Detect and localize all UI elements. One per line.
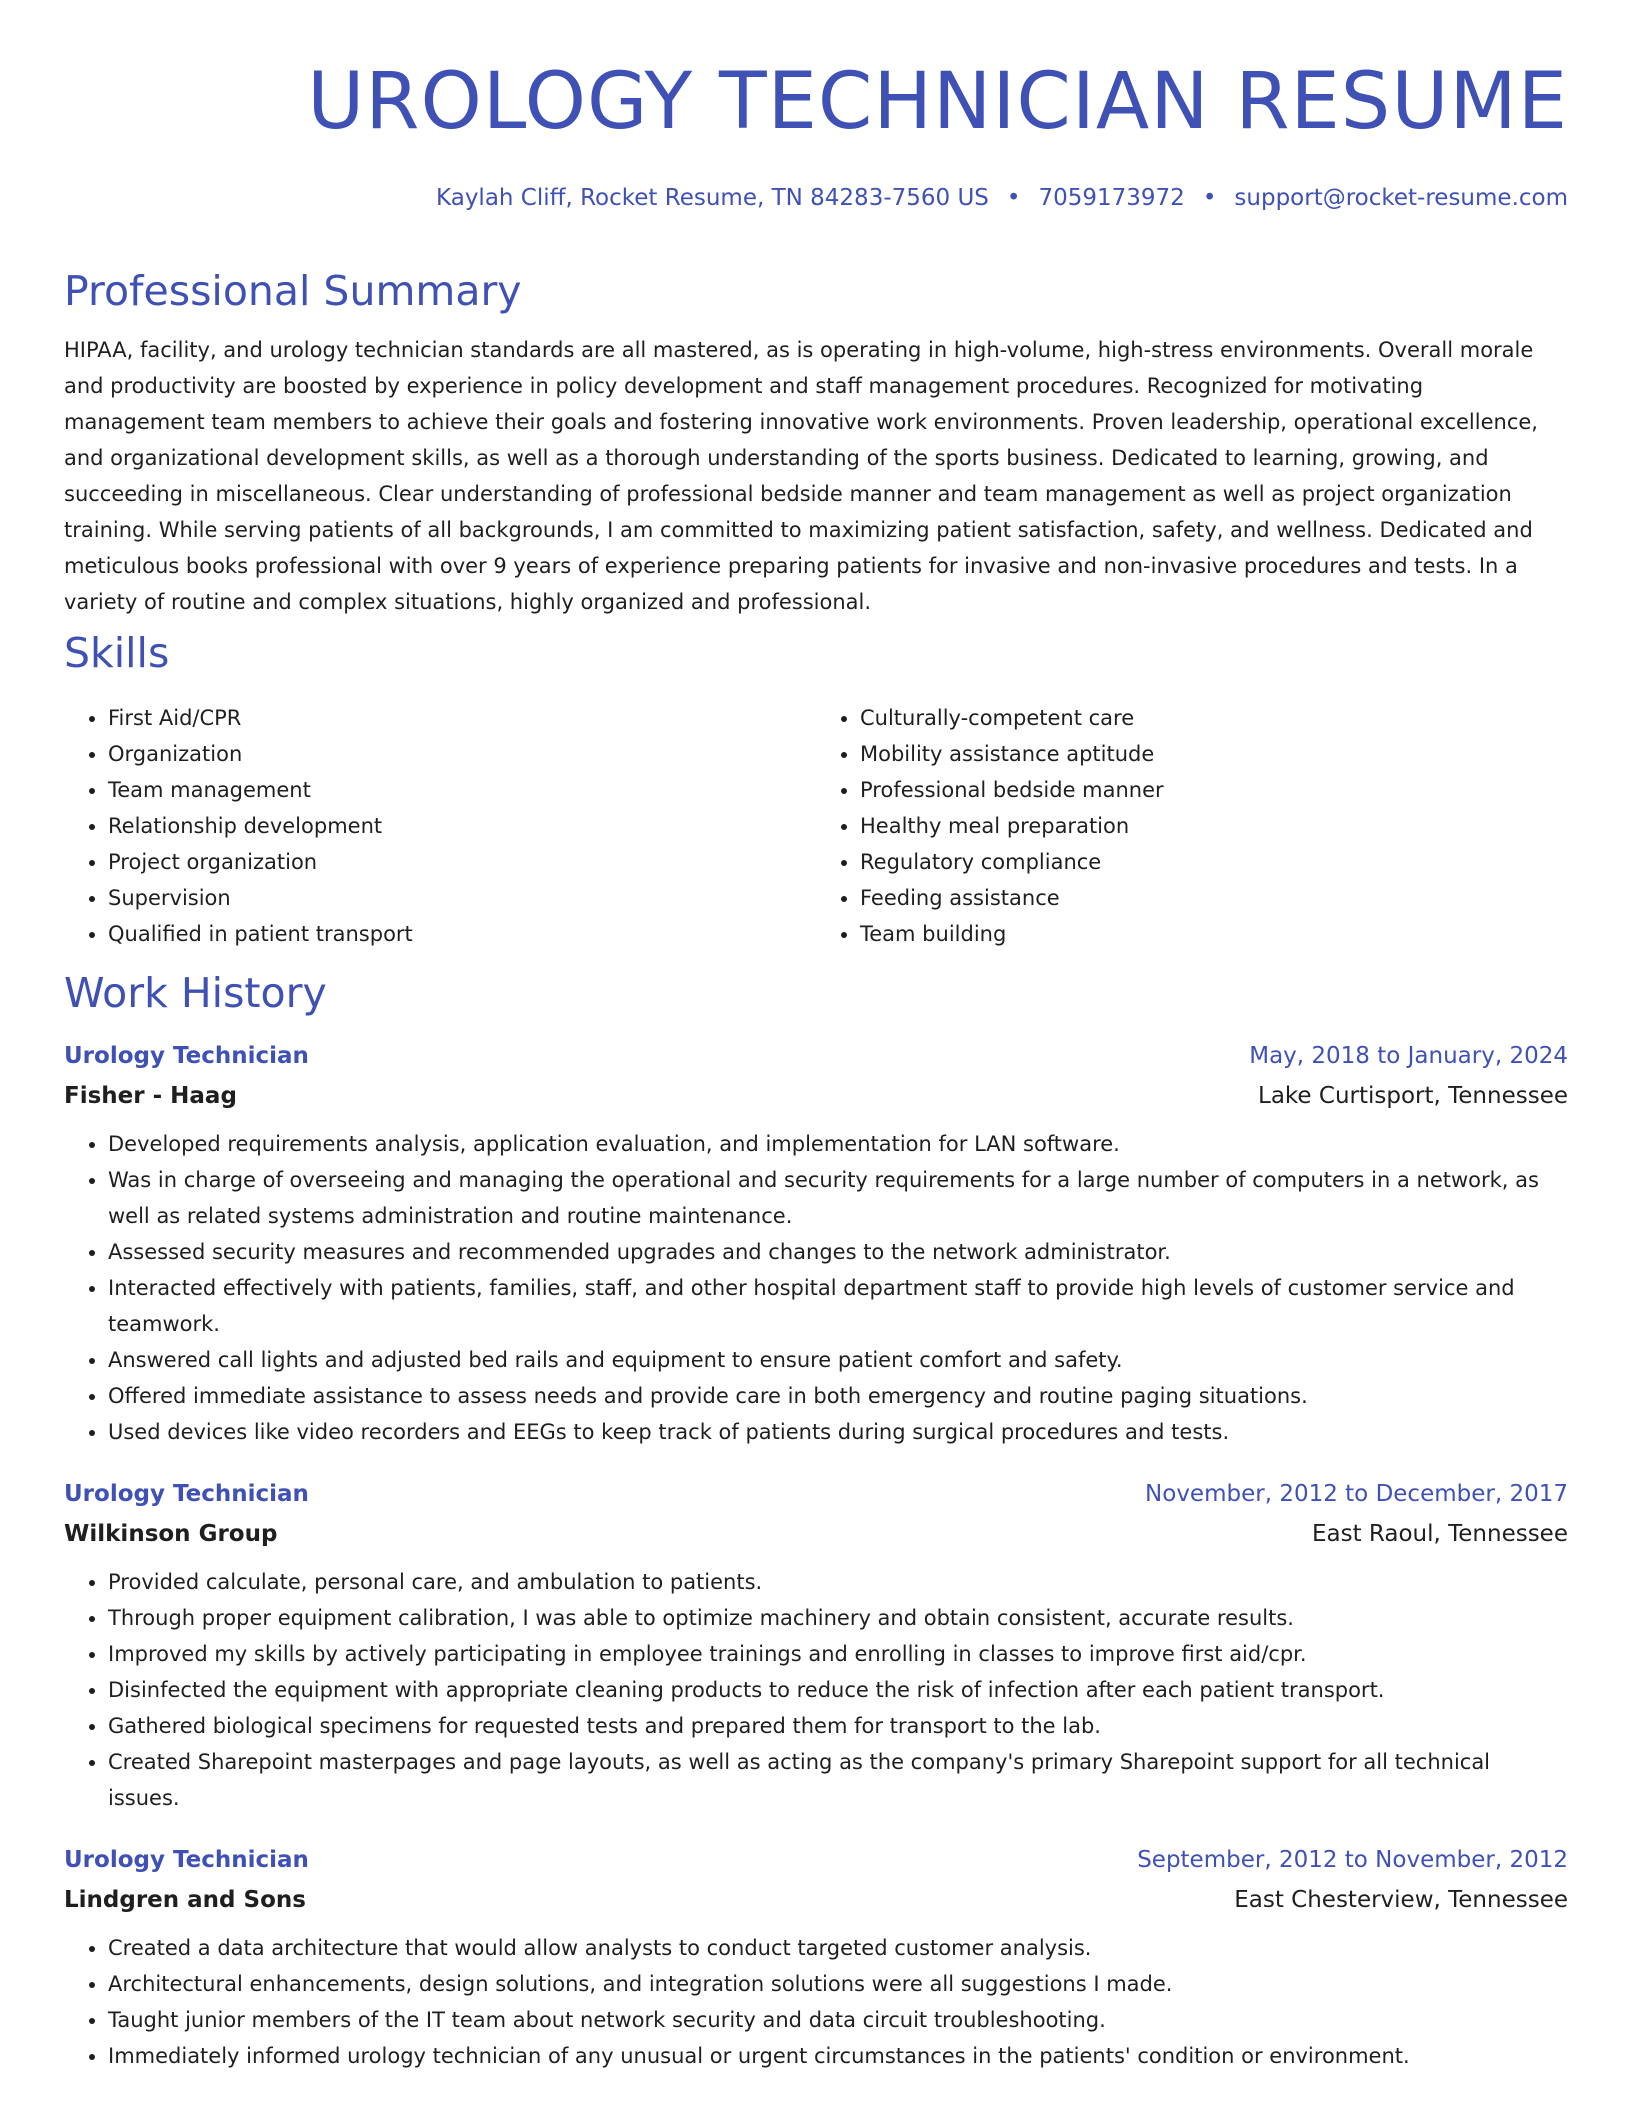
- skill-item: • Regulatory compliance: [860, 844, 1568, 880]
- skill-item: • Mobility assistance aptitude: [860, 736, 1568, 772]
- job-bullet: • Offered immediate assistance to assess needs and provide care in both emergency and routine paging situations.: [108, 1378, 1568, 1414]
- summary-text: HIPAA, facility, and urology technician standards are all mastered, as is operating in high-volume, high-stress environments. Overall morale and productivity are boosted by experience in policy development and staff management procedures. Recognized for motivating management team members to achieve their goals and fostering innovative work environments. Proven leadership, operational excellence, and organizational development skills, as well as a thorough understanding of the sports business. Dedicated to learning, growing, and succeeding in miscellaneous. Clear understanding of professional bedside manner and team management as well as project organization training. While serving patients of all backgrounds, I am committed to maximizing patient satisfaction, safety, and wellness. Dedicated and meticulous books professional with over 9 years of experience preparing patients for invasive and non-invasive procedures and tests. In a variety of routine and complex situations, highly organized and professional.: [64, 338, 1538, 614]
- job-bullet: • Provided calculate, personal care, and ambulation to patients.: [108, 1564, 1568, 1600]
- job-location: Lake Curtisport, Tennessee: [1258, 1083, 1568, 1109]
- job-bullet: • Assessed security measures and recommended upgrades and changes to the network administrator.: [108, 1234, 1568, 1270]
- skill-item: • Professional bedside manner: [860, 772, 1568, 808]
- job-bullet: • Improved my skills by actively participating in employee trainings and enrolling in classes to improve first aid/cpr.: [108, 1636, 1568, 1672]
- job-entry: [64, 1840, 1568, 2074]
- skill-item: • Team building: [860, 916, 1568, 952]
- job-bullet: • Interacted effectively with patients, families, staff, and other hospital department staff to provide high levels of customer service and teamwork.: [108, 1270, 1568, 1342]
- job-bullet: • Used devices like video recorders and EEGs to keep track of patients during surgical procedures and tests.: [108, 1414, 1568, 1450]
- skills-columns: [64, 700, 1568, 952]
- resume-content: [64, 258, 1568, 2074]
- job-company: Lindgren and Sons: [64, 1887, 306, 1913]
- contact-phone: 7059173972: [1038, 185, 1185, 211]
- skill-item: • Organization: [108, 736, 816, 772]
- contact-line: [436, 178, 1568, 218]
- job-bullet: • Immediately informed urology technician of any unusual or urgent circumstances in the patients' condition or environment.: [108, 2038, 1568, 2074]
- contact-address: Kaylah Cliff, Rocket Resume, TN 84283-7560 US: [436, 185, 989, 211]
- job-header: [64, 1840, 1568, 1880]
- job-bullets: [64, 1930, 1568, 2074]
- job-subheader: [64, 1514, 1568, 1554]
- skill-item: • Qualified in patient transport: [108, 916, 816, 952]
- skill-item: • First Aid/CPR: [108, 700, 816, 736]
- job-entry: [64, 1474, 1568, 1816]
- skills-right-list: [816, 700, 1568, 952]
- job-location: East Chesterview, Tennessee: [1234, 1887, 1568, 1913]
- job-bullet: • Created a data architecture that would allow analysts to conduct targeted customer analysis.: [108, 1930, 1568, 1966]
- contact-separator: •: [1202, 185, 1217, 211]
- skill-item: • Project organization: [108, 844, 816, 880]
- job-title: Urology Technician: [64, 1481, 309, 1507]
- job-bullet: • Taught junior members of the IT team about network security and data circuit troubleshooting.: [108, 2002, 1568, 2038]
- job-bullet: • Through proper equipment calibration, I was able to optimize machinery and obtain consistent, accurate results.: [108, 1600, 1568, 1636]
- job-bullet: • Gathered biological specimens for requested tests and prepared them for transport to the lab.: [108, 1708, 1568, 1744]
- skill-item: • Team management: [108, 772, 816, 808]
- contact-email[interactable]: support@rocket-resume.com: [1234, 185, 1568, 211]
- summary-section: [64, 258, 1568, 620]
- job-location: East Raoul, Tennessee: [1311, 1521, 1568, 1547]
- skill-item: • Relationship development: [108, 808, 816, 844]
- job-bullets: [64, 1126, 1568, 1450]
- skill-item: • Feeding assistance: [860, 880, 1568, 916]
- skills-left-list: [64, 700, 816, 952]
- skills-section: [64, 620, 1568, 952]
- skill-item: • Culturally-competent care: [860, 700, 1568, 736]
- skill-item: • Supervision: [108, 880, 816, 916]
- job-header: [64, 1474, 1568, 1514]
- summary-heading: Professional Summary: [64, 267, 522, 315]
- job-title: Urology Technician: [64, 1847, 309, 1873]
- skill-item: • Healthy meal preparation: [860, 808, 1568, 844]
- job-bullet: • Architectural enhancements, design solutions, and integration solutions were all suggestions I made.: [108, 1966, 1568, 2002]
- job-entry: [64, 1036, 1568, 1450]
- work-history-section: [64, 960, 1568, 2074]
- job-header: [64, 1036, 1568, 1076]
- job-dates: September, 2012 to November, 2012: [1137, 1847, 1568, 1873]
- job-bullets: [64, 1564, 1568, 1816]
- job-subheader: [64, 1880, 1568, 1920]
- contact-separator: •: [1006, 185, 1021, 211]
- job-subheader: [64, 1076, 1568, 1116]
- job-bullet: • Created Sharepoint masterpages and page layouts, as well as acting as the company's primary Sharepoint support for all technical issues.: [108, 1744, 1568, 1816]
- job-title: Urology Technician: [64, 1043, 309, 1069]
- job-company: Fisher - Haag: [64, 1083, 237, 1109]
- job-bullet: • Was in charge of overseeing and managing the operational and security requirements for a large number of computers in a network, as well as related systems administration and routine maintenance.: [108, 1162, 1568, 1234]
- job-bullet: • Disinfected the equipment with appropriate cleaning products to reduce the risk of infection after each patient transport.: [108, 1672, 1568, 1708]
- job-dates: November, 2012 to December, 2017: [1145, 1481, 1568, 1507]
- job-bullet: • Developed requirements analysis, application evaluation, and implementation for LAN software.: [108, 1126, 1568, 1162]
- job-dates: May, 2018 to January, 2024: [1249, 1043, 1568, 1069]
- skills-heading: Skills: [64, 629, 170, 677]
- job-bullet: • Answered call lights and adjusted bed rails and equipment to ensure patient comfort and safety.: [108, 1342, 1568, 1378]
- work-history-heading: Work History: [64, 969, 327, 1017]
- job-company: Wilkinson Group: [64, 1521, 278, 1547]
- page-title: UROLOGY TECHNICIAN RESUME: [307, 57, 1568, 147]
